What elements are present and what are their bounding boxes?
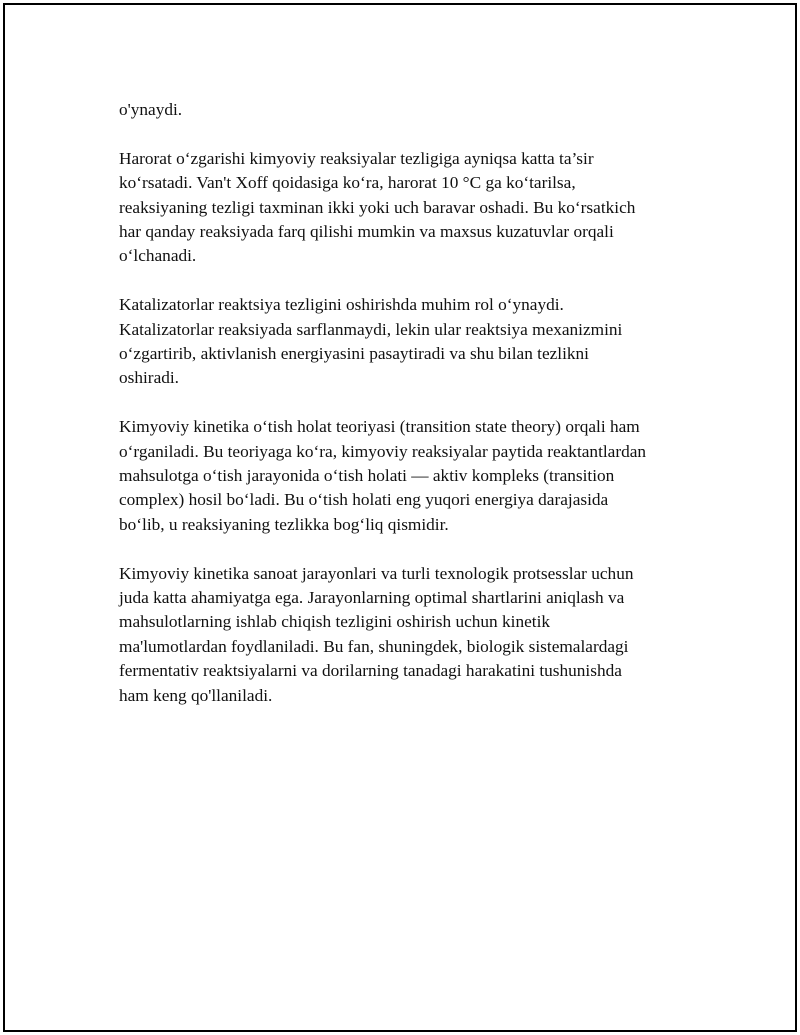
paragraph-2: Harorat o‘zgarishi kimyoviy reaksiyalar tezligiga ayniqsa katta ta’sir ko‘rsatadi. Van't Xoff qoidasiga ko‘ra, harorat 10 °C ga ko‘tarilsa, reaksiyaning tezligi taxminan ikki yoki uch baravar oshadi. Bu ko‘rsatkich har qanday reaksiyada farq qilishi mumkin va maxsus kuzatuvlar orqali o‘lchanadi. — [119, 148, 636, 266]
paragraph-4: Kimyoviy kinetika o‘tish holat teoriyasi (transition state theory) orqali ham o‘rganiladi. Bu teoriyaga ko‘ra, kimyoviy reaksiyalar paytida reaktantlardan mahsulotga o‘tish jarayonida o‘tish holati — aktiv kompleks (transition complex) hosil bo‘ladi. Bu o‘tish holati eng yuqori energiya darajasida bo‘lib, u reaksiyaning tezlikka bog‘liq qismidir. — [119, 417, 647, 534]
paragraph-3: Katalizatorlar reaktsiya tezligini oshirishda muhim rol o‘ynaydi. Katalizatorlar reaksiyada sarflanmaydi, lekin ular reaktsiya mexanizmini o‘zgartirib, aktivlanish energiyasini pasaytiradi va shu bilan tezlikni oshiradi. — [119, 295, 623, 388]
page-frame — [3, 3, 797, 1032]
page-content — [119, 98, 699, 732]
paragraph-5: Kimyoviy kinetika sanoat jarayonlari va turli texnologik protsesslar uchun juda katta ahamiyatga ega. Jarayonlarning optimal shartlarini aniqlash va mahsulotlarning ishlab chiqish tezligini oshirish uchun kinetik ma'lumotlardan foydlaniladi. Bu fan, shuningdek, biologik sistemalardagi fermentativ reaktsiyalarni va dorilarning tanadagi harakatini tushunishda ham keng qo'llaniladi. — [119, 563, 634, 705]
paragraph-1: o'ynaydi. — [119, 100, 183, 119]
